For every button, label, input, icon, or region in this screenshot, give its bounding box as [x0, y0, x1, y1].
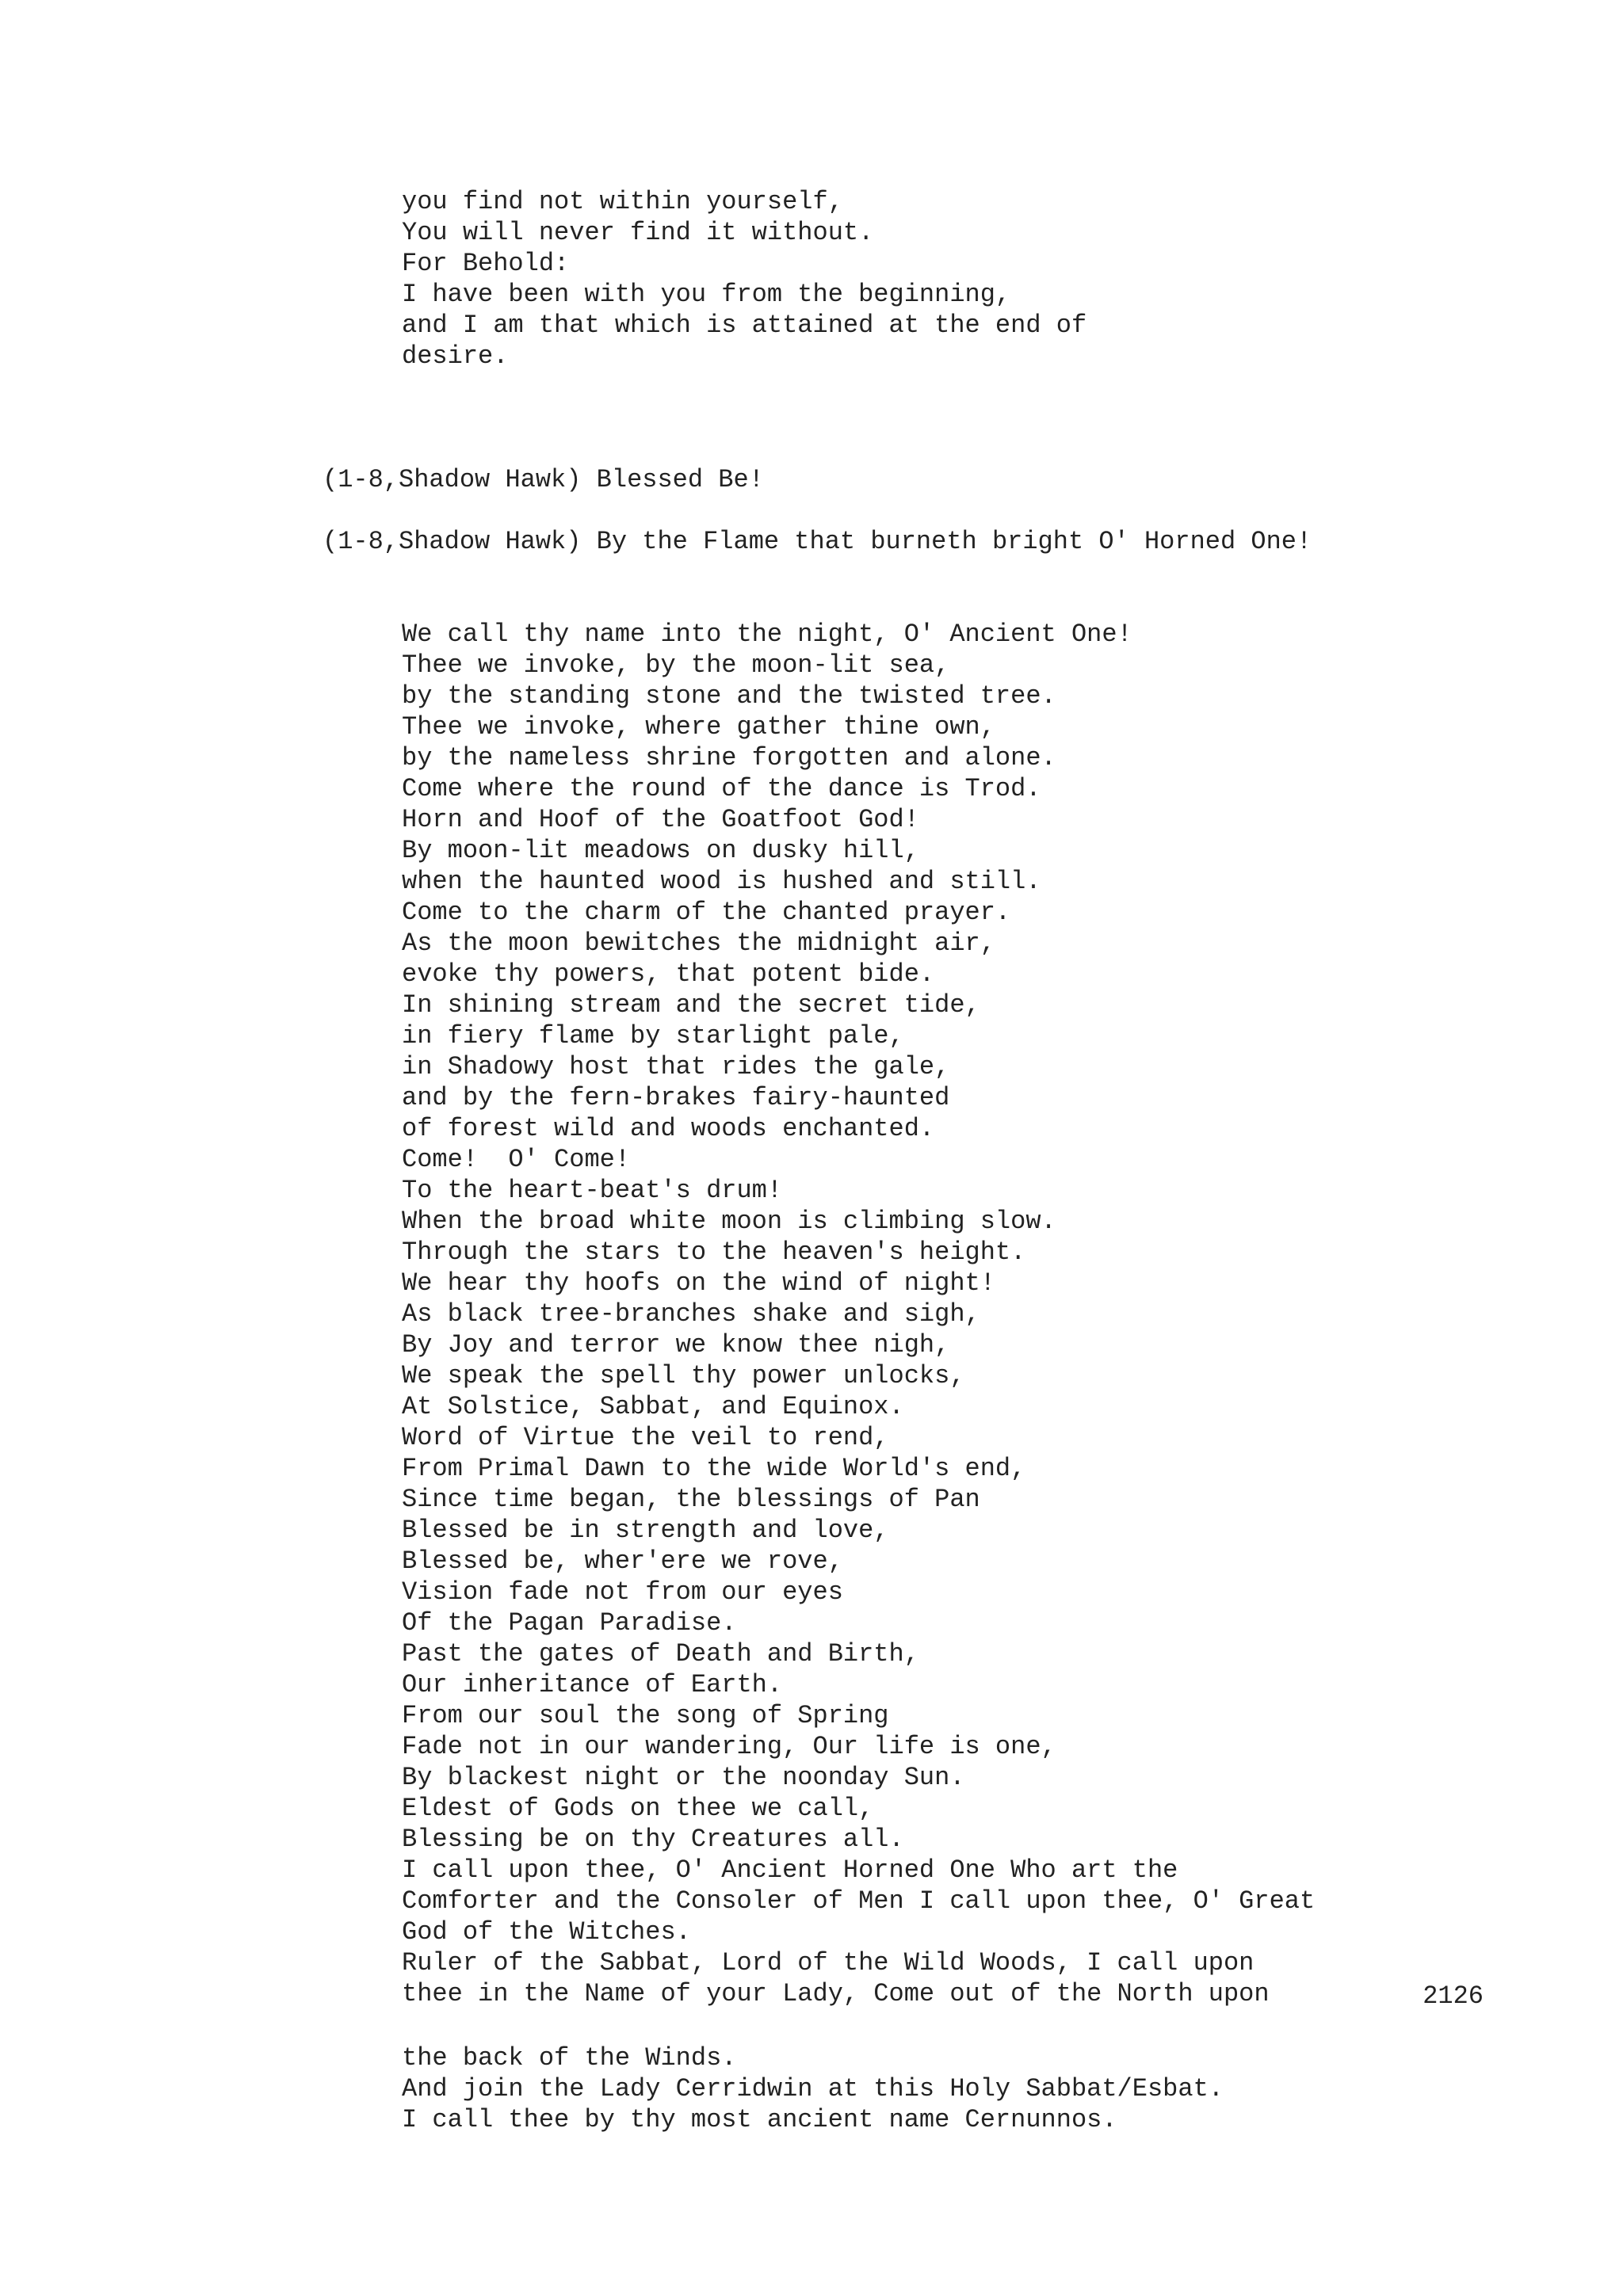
- verse-line: and by the fern-brakes fairy-haunted: [402, 1083, 950, 1112]
- verse-line: As black tree-branches shake and sigh,: [402, 1299, 980, 1329]
- verse-line: Thee we invoke, where gather thine own,: [402, 712, 995, 742]
- verse-line: We call thy name into the night, O' Ancient One!: [402, 620, 1132, 649]
- verse-line: For Behold:: [402, 249, 570, 278]
- invocation-passage: [323, 464, 1315, 2009]
- verse-line: Thee we invoke, by the moon-lit sea,: [402, 650, 950, 680]
- verse-line: And join the Lady Cerridwin at this Holy Sabbat/Esbat.: [402, 2074, 1224, 2103]
- verse-line: Through the stars to the heaven's height.: [402, 1238, 1026, 1267]
- verse-line: when the haunted wood is hushed and still.: [402, 867, 1041, 896]
- continuation-passage: [323, 2042, 1224, 2135]
- verse-line: Ruler of the Sabbat, Lord of the Wild Woods, I call upon: [402, 1948, 1254, 1978]
- verse-line: At Solstice, Sabbat, and Equinox.: [402, 1392, 904, 1421]
- verse-line: Blessed be, wher'ere we rove,: [402, 1547, 843, 1576]
- verse-line: Come! O' Come!: [402, 1145, 631, 1174]
- verse-line: in Shadowy host that rides the gale,: [402, 1052, 950, 1081]
- verse-line: Our inheritance of Earth.: [402, 1670, 783, 1699]
- opening-passage: [323, 186, 1086, 372]
- verse-line: Come where the round of the dance is Trod.: [402, 774, 1041, 803]
- verse-line: by the standing stone and the twisted tree.: [402, 681, 1056, 711]
- verse-line: Word of Virtue the veil to rend,: [402, 1423, 889, 1452]
- verse-line: When the broad white moon is climbing slow.: [402, 1207, 1056, 1236]
- verse-line: Horn and Hoof of the Goatfoot God!: [402, 805, 919, 834]
- verse-line: Fade not in our wandering, Our life is one,: [402, 1732, 1056, 1761]
- verse-line: Eldest of Gods on thee we call,: [402, 1794, 874, 1823]
- verse-line: you find not within yourself,: [402, 187, 843, 216]
- verse-line: By blackest night or the noonday Sun.: [402, 1763, 965, 1792]
- verse-line: We speak the spell thy power unlocks,: [402, 1361, 965, 1390]
- verse-line: Blessing be on thy Creatures all.: [402, 1825, 904, 1854]
- verse-line: God of the Witches.: [402, 1917, 691, 1947]
- verse-line: From our soul the song of Spring: [402, 1701, 889, 1730]
- verse-line: and I am that which is attained at the end of: [402, 311, 1087, 340]
- invocation-first-line: (1-8,Shadow Hawk) By the Flame that burneth bright O' Horned One!: [323, 527, 1312, 556]
- verse-line: of forest wild and woods enchanted.: [402, 1114, 935, 1143]
- verse-line: Comforter and the Consoler of Men I call upon thee, O' Great: [402, 1886, 1316, 1916]
- page-number: 2126: [1423, 1981, 1484, 2011]
- verse-line: Past the gates of Death and Birth,: [402, 1639, 919, 1669]
- verse-line: Come to the charm of the chanted prayer.: [402, 898, 1011, 927]
- verse-line: evoke thy powers, that potent bide.: [402, 959, 935, 989]
- verse-line: thee in the Name of your Lady, Come out of the North upon: [402, 1979, 1270, 2008]
- verse-line: the back of the Winds.: [402, 2043, 737, 2073]
- verse-line: As the moon bewitches the midnight air,: [402, 929, 995, 958]
- verse-line: Blessed be in strength and love,: [402, 1516, 889, 1545]
- verse-line: I have been with you from the beginning,: [402, 280, 1011, 309]
- verse-line: By Joy and terror we know thee nigh,: [402, 1330, 950, 1360]
- blessed-be-text: (1-8,Shadow Hawk) Blessed Be!: [323, 465, 764, 494]
- verse-line: You will never find it without.: [402, 218, 874, 247]
- verse-line: In shining stream and the secret tide,: [402, 990, 980, 1020]
- verse-line: By moon-lit meadows on dusky hill,: [402, 836, 919, 865]
- verse-line: Vision fade not from our eyes: [402, 1577, 843, 1607]
- verse-line: I call thee by thy most ancient name Cernunnos.: [402, 2105, 1117, 2134]
- verse-line: Since time began, the blessings of Pan: [402, 1485, 980, 1514]
- verse-line: We hear thy hoofs on the wind of night!: [402, 1268, 995, 1298]
- verse-line: Of the Pagan Paradise.: [402, 1608, 737, 1638]
- verse-line: To the heart-beat's drum!: [402, 1176, 783, 1205]
- verse-line: in fiery flame by starlight pale,: [402, 1021, 904, 1051]
- verse-line: From Primal Dawn to the wide World's end,: [402, 1454, 1026, 1483]
- verse-line: I call upon thee, O' Ancient Horned One Who art the: [402, 1855, 1178, 1885]
- verse-line: by the nameless shrine forgotten and alone.: [402, 743, 1056, 772]
- verse-line: desire.: [402, 341, 509, 371]
